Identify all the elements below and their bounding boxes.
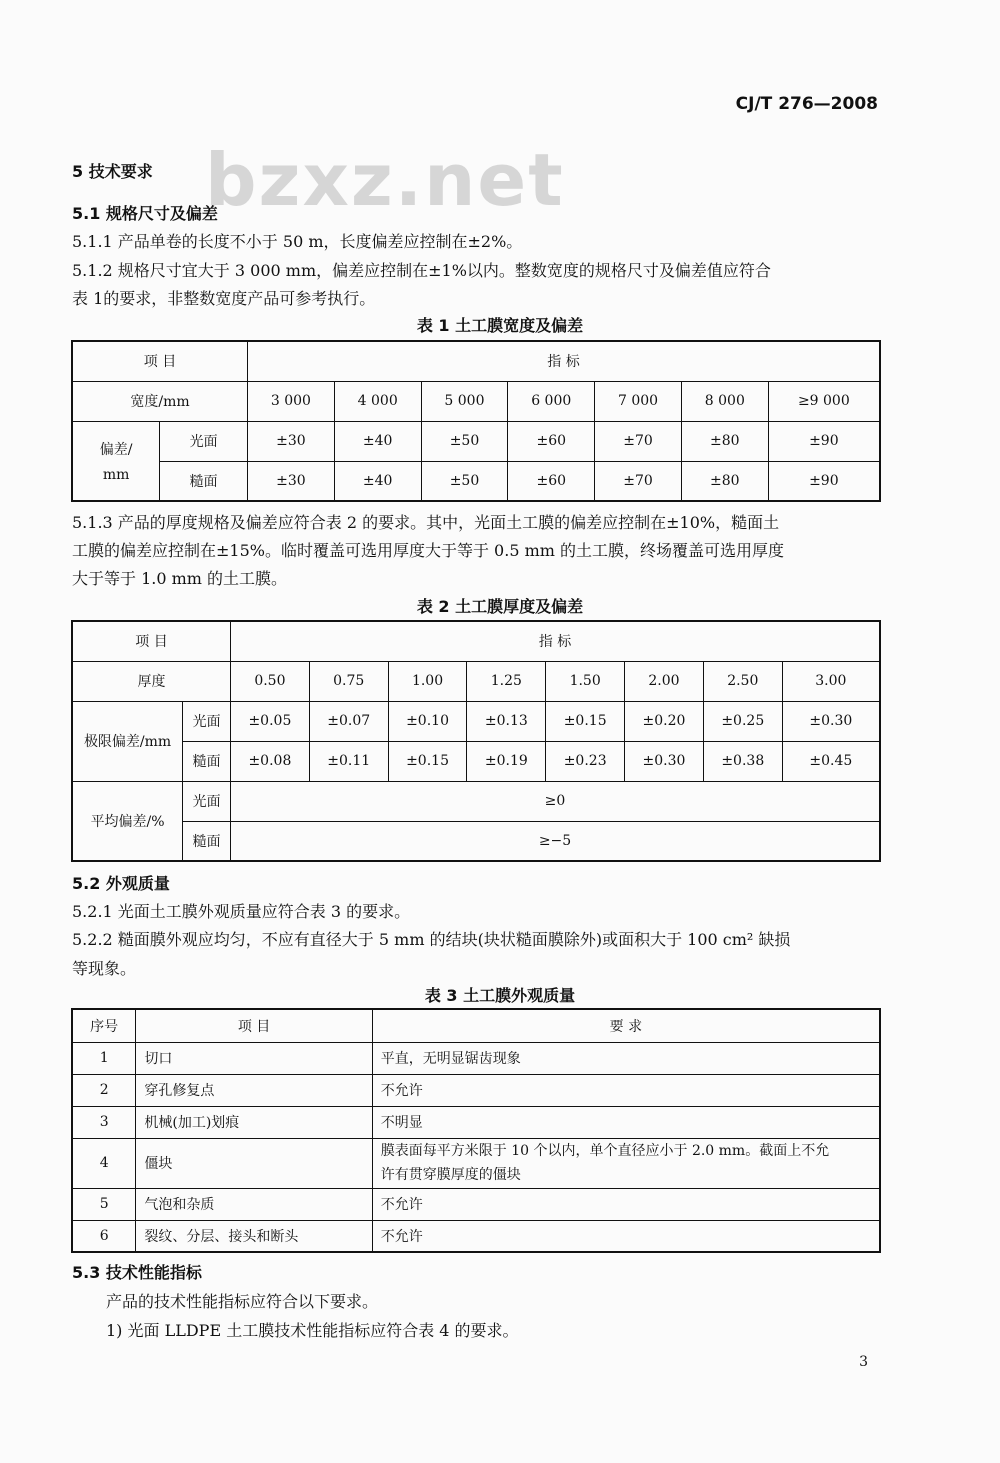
- table2-smooth-cell: ±0.25: [703, 701, 782, 741]
- table3-requirement: [372, 1138, 880, 1188]
- table3-item: 裂纹、分层、接头和断头: [136, 1220, 372, 1252]
- table3-no: 6: [72, 1220, 136, 1252]
- table2-rough-cell: ±0.23: [546, 741, 625, 781]
- table1-rough-cell: ±80: [681, 461, 768, 501]
- table2-col-index: 指 标: [231, 621, 881, 661]
- table1-rough-cell: ±50: [421, 461, 508, 501]
- table2-limit-deviation-label: 极限偏差/mm: [72, 701, 183, 781]
- para-5-1-3-line1: 5.1.3 产品的厚度规格及偏差应符合表 2 的要求。其中，光面土工膜的偏差应控制在±10%，糙面土: [72, 513, 780, 532]
- table2-rough-cell: ±0.30: [625, 741, 704, 781]
- table1: [71, 340, 881, 502]
- table2-rough-label: 糙面: [183, 741, 231, 781]
- table3-item: 切口: [136, 1042, 372, 1074]
- para-5-2-2-line2: 等现象。: [72, 959, 137, 978]
- table3-no: 4: [72, 1138, 136, 1188]
- table3-item: 穿孔修复点: [136, 1074, 372, 1106]
- table2-rough-cell: ±0.19: [467, 741, 546, 781]
- table2-smooth-cell: ±0.07: [309, 701, 388, 741]
- table2-thickness-cell: 2.00: [625, 661, 704, 701]
- table1-width-cell: 5 000: [421, 381, 508, 421]
- table2-smooth-cell: ±0.05: [231, 701, 310, 741]
- table2-thickness-label: 厚度: [72, 661, 231, 701]
- table2-thickness-cell: 0.75: [309, 661, 388, 701]
- para-5-1-1: 5.1.1 产品单卷的长度不小于 50 m，长度偏差应控制在±2%。: [72, 232, 523, 251]
- table-row: [72, 1074, 880, 1106]
- table-row: [72, 1220, 880, 1252]
- table1-width-cell: 6 000: [508, 381, 595, 421]
- table2-smooth-label: 光面: [183, 701, 231, 741]
- table2-smooth-cell: ±0.13: [467, 701, 546, 741]
- table1-smooth-label: 光面: [160, 421, 248, 461]
- table3-header-no: 序号: [72, 1009, 136, 1042]
- page-number: 3: [859, 1354, 868, 1370]
- para-5-1-2-line1: 5.1.2 规格尺寸宜大于 3 000 mm，偏差应控制在±1%以内。整数宽度的规格尺寸及偏差值应符合: [72, 261, 771, 280]
- table3-requirement-line1: 膜表面每平方米限于 10 个以内，单个直径应小于 2.0 mm。截面上不允: [380, 1143, 830, 1159]
- standard-number: CJ/T 276—2008: [735, 94, 878, 114]
- table1-deviation-label-line1: 偏差/: [99, 441, 133, 458]
- table3: [71, 1008, 881, 1253]
- table2-average-deviation-label: 平均偏差/%: [72, 781, 183, 861]
- table3-no: 3: [72, 1106, 136, 1138]
- para-5-1-2-line2: 表 1的要求，非整数宽度产品可参考执行。: [72, 289, 376, 308]
- para-5-1-3-line3: 大于等于 1.0 mm 的土工膜。: [72, 569, 288, 588]
- table2-rough-cell: ±0.15: [388, 741, 467, 781]
- table3-no: 1: [72, 1042, 136, 1074]
- table1-rough-cell: ±60: [508, 461, 595, 501]
- table2-thickness-cell: 3.00: [782, 661, 880, 701]
- table2-smooth-cell: ±0.10: [388, 701, 467, 741]
- table1-col-item: 项 目: [72, 341, 248, 381]
- table3-item: 机械(加工)划痕: [136, 1106, 372, 1138]
- section-5-2-heading: 5.2 外观质量: [72, 874, 170, 893]
- table2-smooth-cell: ±0.15: [546, 701, 625, 741]
- table2-thickness-cell: 1.00: [388, 661, 467, 701]
- table1-smooth-cell: ±30: [248, 421, 335, 461]
- para-5-3-intro: 产品的技术性能指标应符合以下要求。: [106, 1292, 379, 1311]
- table1-caption: 表 1 土工膜宽度及偏差: [416, 316, 584, 335]
- table1-smooth-cell: ±40: [334, 421, 421, 461]
- table1-smooth-cell: ±60: [508, 421, 595, 461]
- table-row: [72, 1042, 880, 1074]
- section-5-heading: 5 技术要求: [72, 162, 153, 181]
- table-row: [72, 1138, 880, 1188]
- table3-caption: 表 3 土工膜外观质量: [424, 986, 576, 1005]
- section-5-3-heading: 5.3 技术性能指标: [72, 1263, 202, 1282]
- table1-rough-cell: ±90: [768, 461, 880, 501]
- table2-rough-cell: ±0.11: [309, 741, 388, 781]
- table3-requirement: 不允许: [372, 1074, 880, 1106]
- table2-avg-rough-value: ≥−5: [231, 821, 881, 861]
- table2-thickness-cell: 2.50: [703, 661, 782, 701]
- table2-smooth-cell: ±0.20: [625, 701, 704, 741]
- watermark: bzxz.net: [205, 138, 565, 222]
- table1-smooth-cell: ±90: [768, 421, 880, 461]
- table2-thickness-cell: 1.50: [546, 661, 625, 701]
- table2-caption: 表 2 土工膜厚度及偏差: [416, 597, 584, 616]
- table2-rough-label: 糙面: [183, 821, 231, 861]
- table1-smooth-cell: ±70: [595, 421, 682, 461]
- table2-avg-smooth-value: ≥0: [231, 781, 881, 821]
- table1-width-cell: ≥9 000: [768, 381, 880, 421]
- table1-rough-cell: ±70: [595, 461, 682, 501]
- table3-requirement: 平直，无明显锯齿现象: [372, 1042, 880, 1074]
- table1-col-index: 指 标: [248, 341, 880, 381]
- table2-smooth-label: 光面: [183, 781, 231, 821]
- table-row: [72, 1188, 880, 1220]
- para-5-1-3-line2: 工膜的偏差应控制在±15%。临时覆盖可选用厚度大于等于 0.5 mm 的土工膜，终场覆盖可选用厚度: [72, 541, 785, 560]
- table3-no: 2: [72, 1074, 136, 1106]
- table1-width-cell: 7 000: [595, 381, 682, 421]
- table1-deviation-label-line2: mm: [102, 466, 130, 483]
- table3-requirement: 不明显: [372, 1106, 880, 1138]
- table3-requirement: 不允许: [372, 1188, 880, 1220]
- para-5-2-2-line1: 5.2.2 糙面膜外观应均匀，不应有直径大于 5 mm 的结块(块状糙面膜除外)或面积大于 100 cm² 缺损: [72, 930, 791, 949]
- table3-header-requirement: 要 求: [372, 1009, 880, 1042]
- table1-width-cell: 8 000: [681, 381, 768, 421]
- table2-rough-cell: ±0.38: [703, 741, 782, 781]
- table1-smooth-cell: ±80: [681, 421, 768, 461]
- table3-item: 气泡和杂质: [136, 1188, 372, 1220]
- table1-width-cell: 4 000: [334, 381, 421, 421]
- table1-rough-cell: ±30: [248, 461, 335, 501]
- table3-requirement-line2: 许有贯穿膜厚度的僵块: [380, 1167, 521, 1183]
- table2-smooth-cell: ±0.30: [782, 701, 880, 741]
- table1-smooth-cell: ±50: [421, 421, 508, 461]
- table1-width-label: 宽度/mm: [72, 381, 248, 421]
- table3-header-item: 项 目: [136, 1009, 372, 1042]
- table1-deviation-label: [72, 421, 160, 501]
- table3-requirement: 不允许: [372, 1220, 880, 1252]
- table1-rough-cell: ±40: [334, 461, 421, 501]
- table-row: [72, 1106, 880, 1138]
- table2-thickness-cell: 1.25: [467, 661, 546, 701]
- table2-rough-cell: ±0.45: [782, 741, 880, 781]
- table2: [71, 620, 881, 862]
- table1-width-cell: 3 000: [248, 381, 335, 421]
- table2-rough-cell: ±0.08: [231, 741, 310, 781]
- table1-rough-label: 糙面: [160, 461, 248, 501]
- table3-no: 5: [72, 1188, 136, 1220]
- table3-item: 僵块: [136, 1138, 372, 1188]
- para-5-2-1: 5.2.1 光面土工膜外观质量应符合表 3 的要求。: [72, 902, 411, 921]
- section-5-1-heading: 5.1 规格尺寸及偏差: [72, 204, 218, 223]
- table2-thickness-cell: 0.50: [231, 661, 310, 701]
- para-5-3-item1: 1) 光面 LLDPE 土工膜技术性能指标应符合表 4 的要求。: [106, 1321, 519, 1340]
- table2-col-item: 项 目: [72, 621, 231, 661]
